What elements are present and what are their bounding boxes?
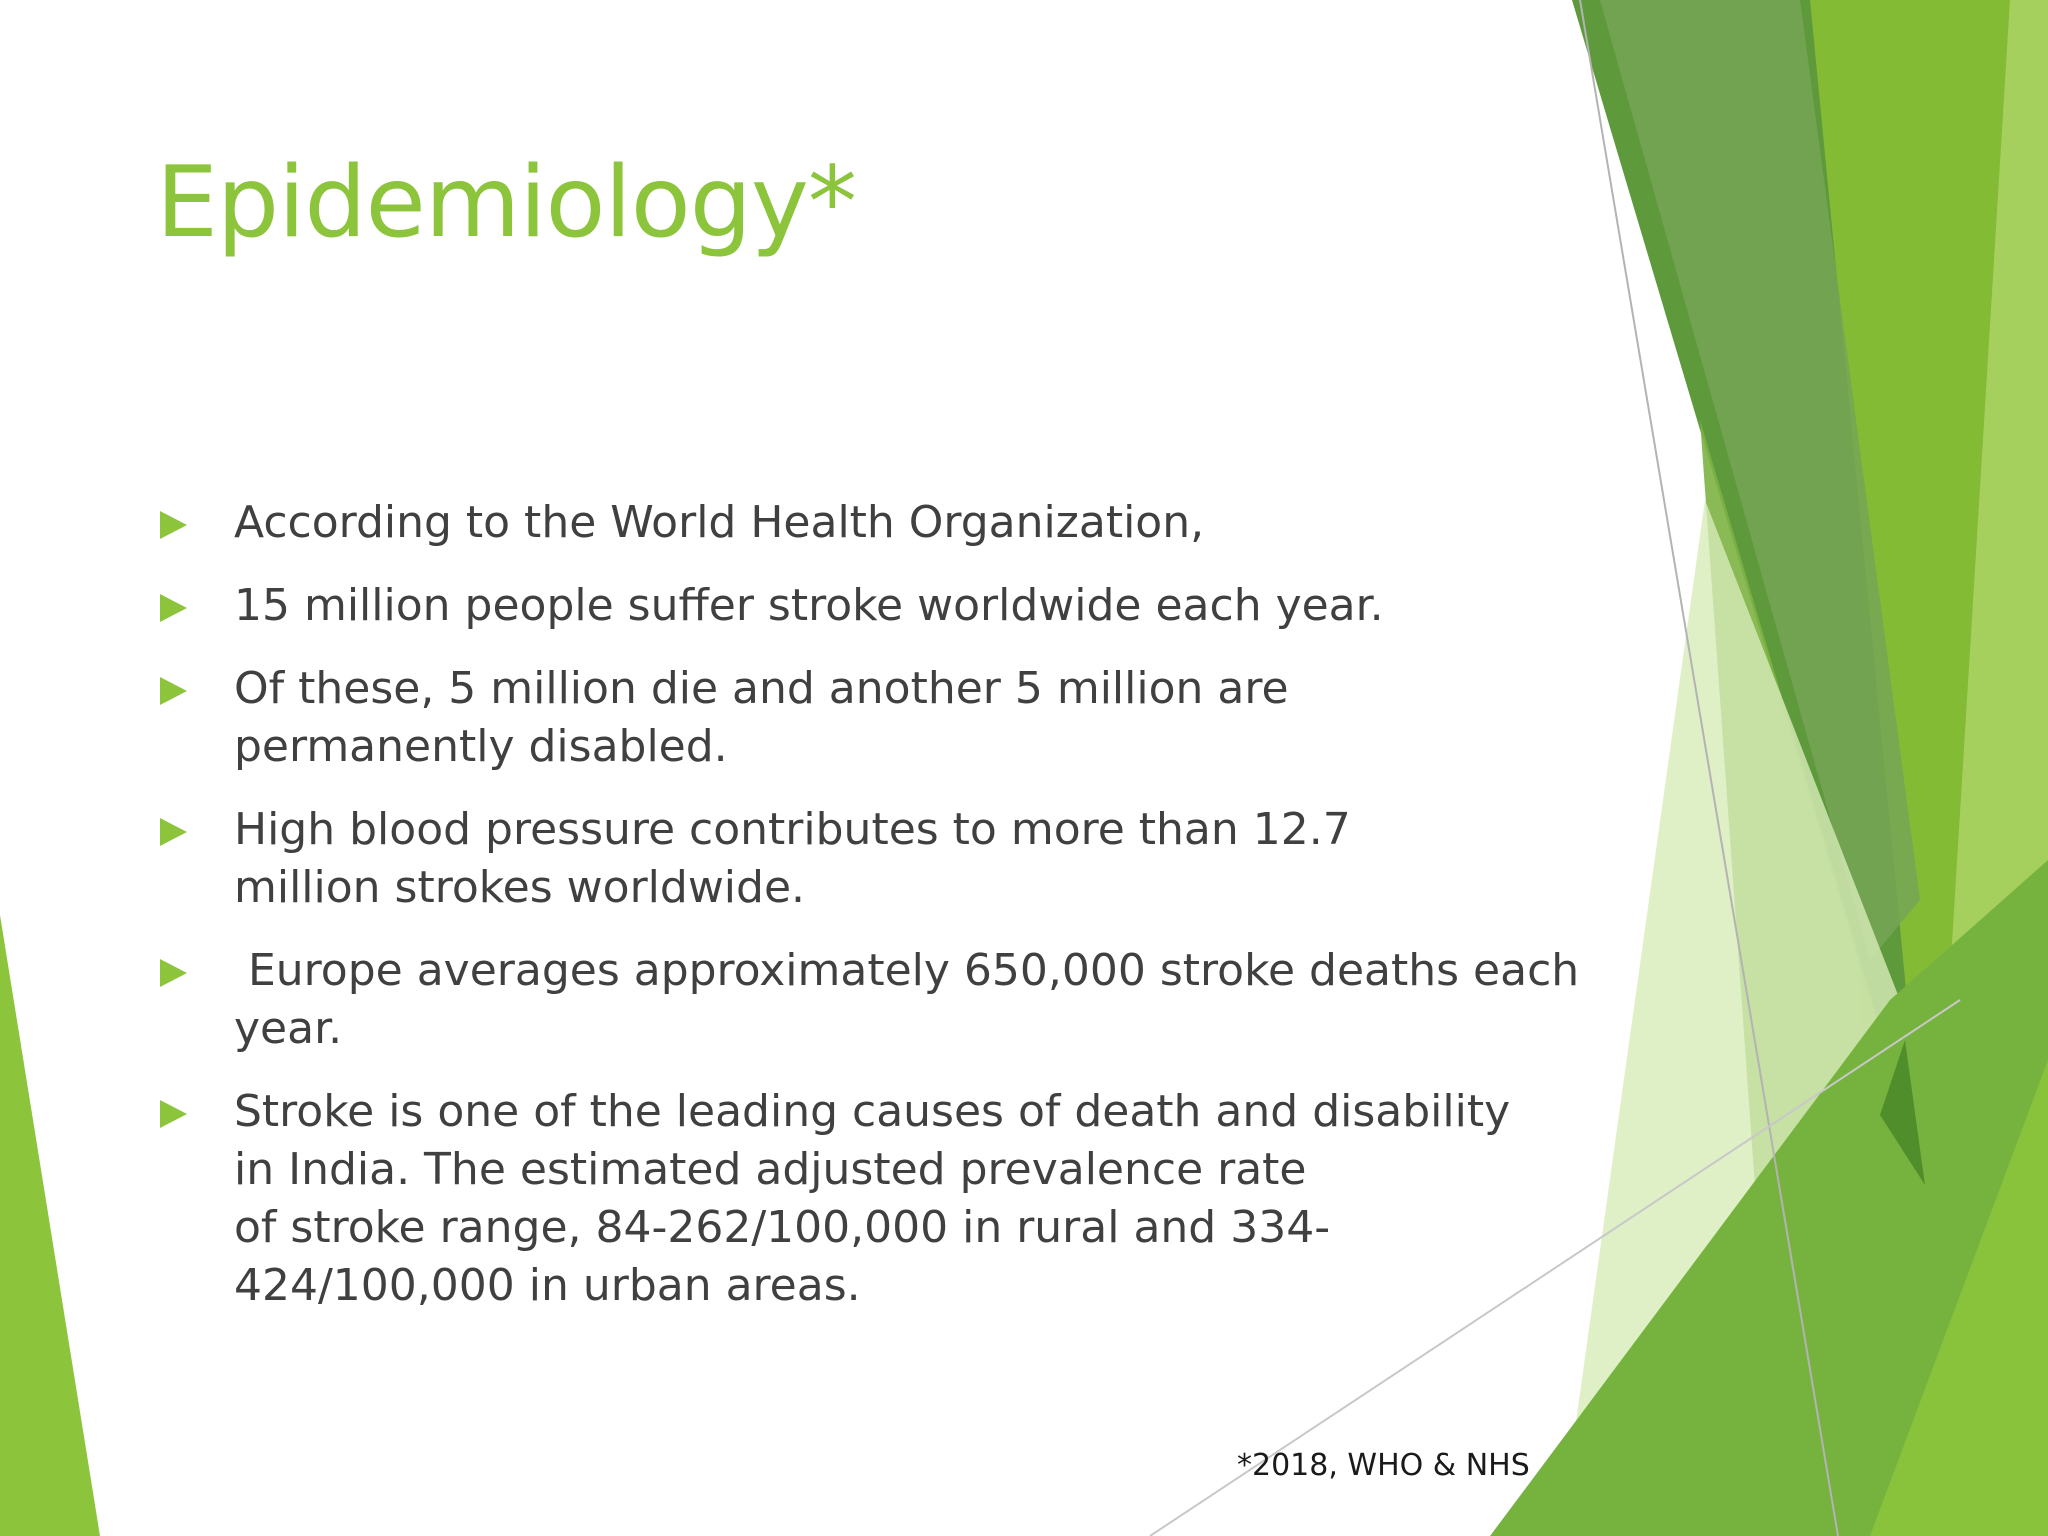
bullet-item — [158, 1083, 1558, 1315]
bullet-text-line: 15 million people suffer stroke worldwide each year. — [234, 580, 1384, 631]
bullet-item — [158, 942, 1580, 1058]
source-footnote: *2018, WHO & NHS — [1237, 1448, 1530, 1483]
bullet-text-line: in India. The estimated adjusted prevalence rate — [234, 1144, 1307, 1195]
triangle-right-icon — [160, 818, 187, 846]
bullet-text-line: High blood pressure contributes to more than 12.7 — [234, 804, 1351, 855]
bullet-text-line: Of these, 5 million die and another 5 million are — [234, 663, 1289, 714]
slide-title: Epidemiology* — [156, 146, 856, 260]
triangle-right-icon — [160, 1100, 187, 1128]
triangle-right-icon — [160, 959, 187, 987]
bullet-text-line: permanently disabled. — [234, 721, 728, 772]
triangle-right-icon — [160, 511, 187, 539]
bullet-list — [158, 494, 1580, 1340]
bullet-text-line: Europe averages approximately 650,000 stroke deaths each — [234, 945, 1580, 996]
triangle-right-icon — [160, 677, 187, 705]
bullet-text-line: 424/100,000 in urban areas. — [234, 1260, 861, 1311]
bullet-item — [158, 494, 1558, 552]
bullet-text-line: million strokes worldwide. — [234, 862, 806, 913]
bullet-text-line: year. — [234, 1003, 343, 1054]
bullet-text-line: Stroke is one of the leading causes of death and disability — [234, 1086, 1511, 1137]
left-edge-stripe — [0, 915, 100, 1536]
triangle-right-icon — [160, 594, 187, 622]
bullet-item — [158, 577, 1558, 635]
bullet-text-line: of stroke range, 84-262/100,000 in rural and 334- — [234, 1202, 1331, 1253]
bullet-text-line: According to the World Health Organization, — [234, 497, 1205, 548]
bullet-item — [158, 801, 1558, 917]
bullet-item — [158, 660, 1558, 776]
